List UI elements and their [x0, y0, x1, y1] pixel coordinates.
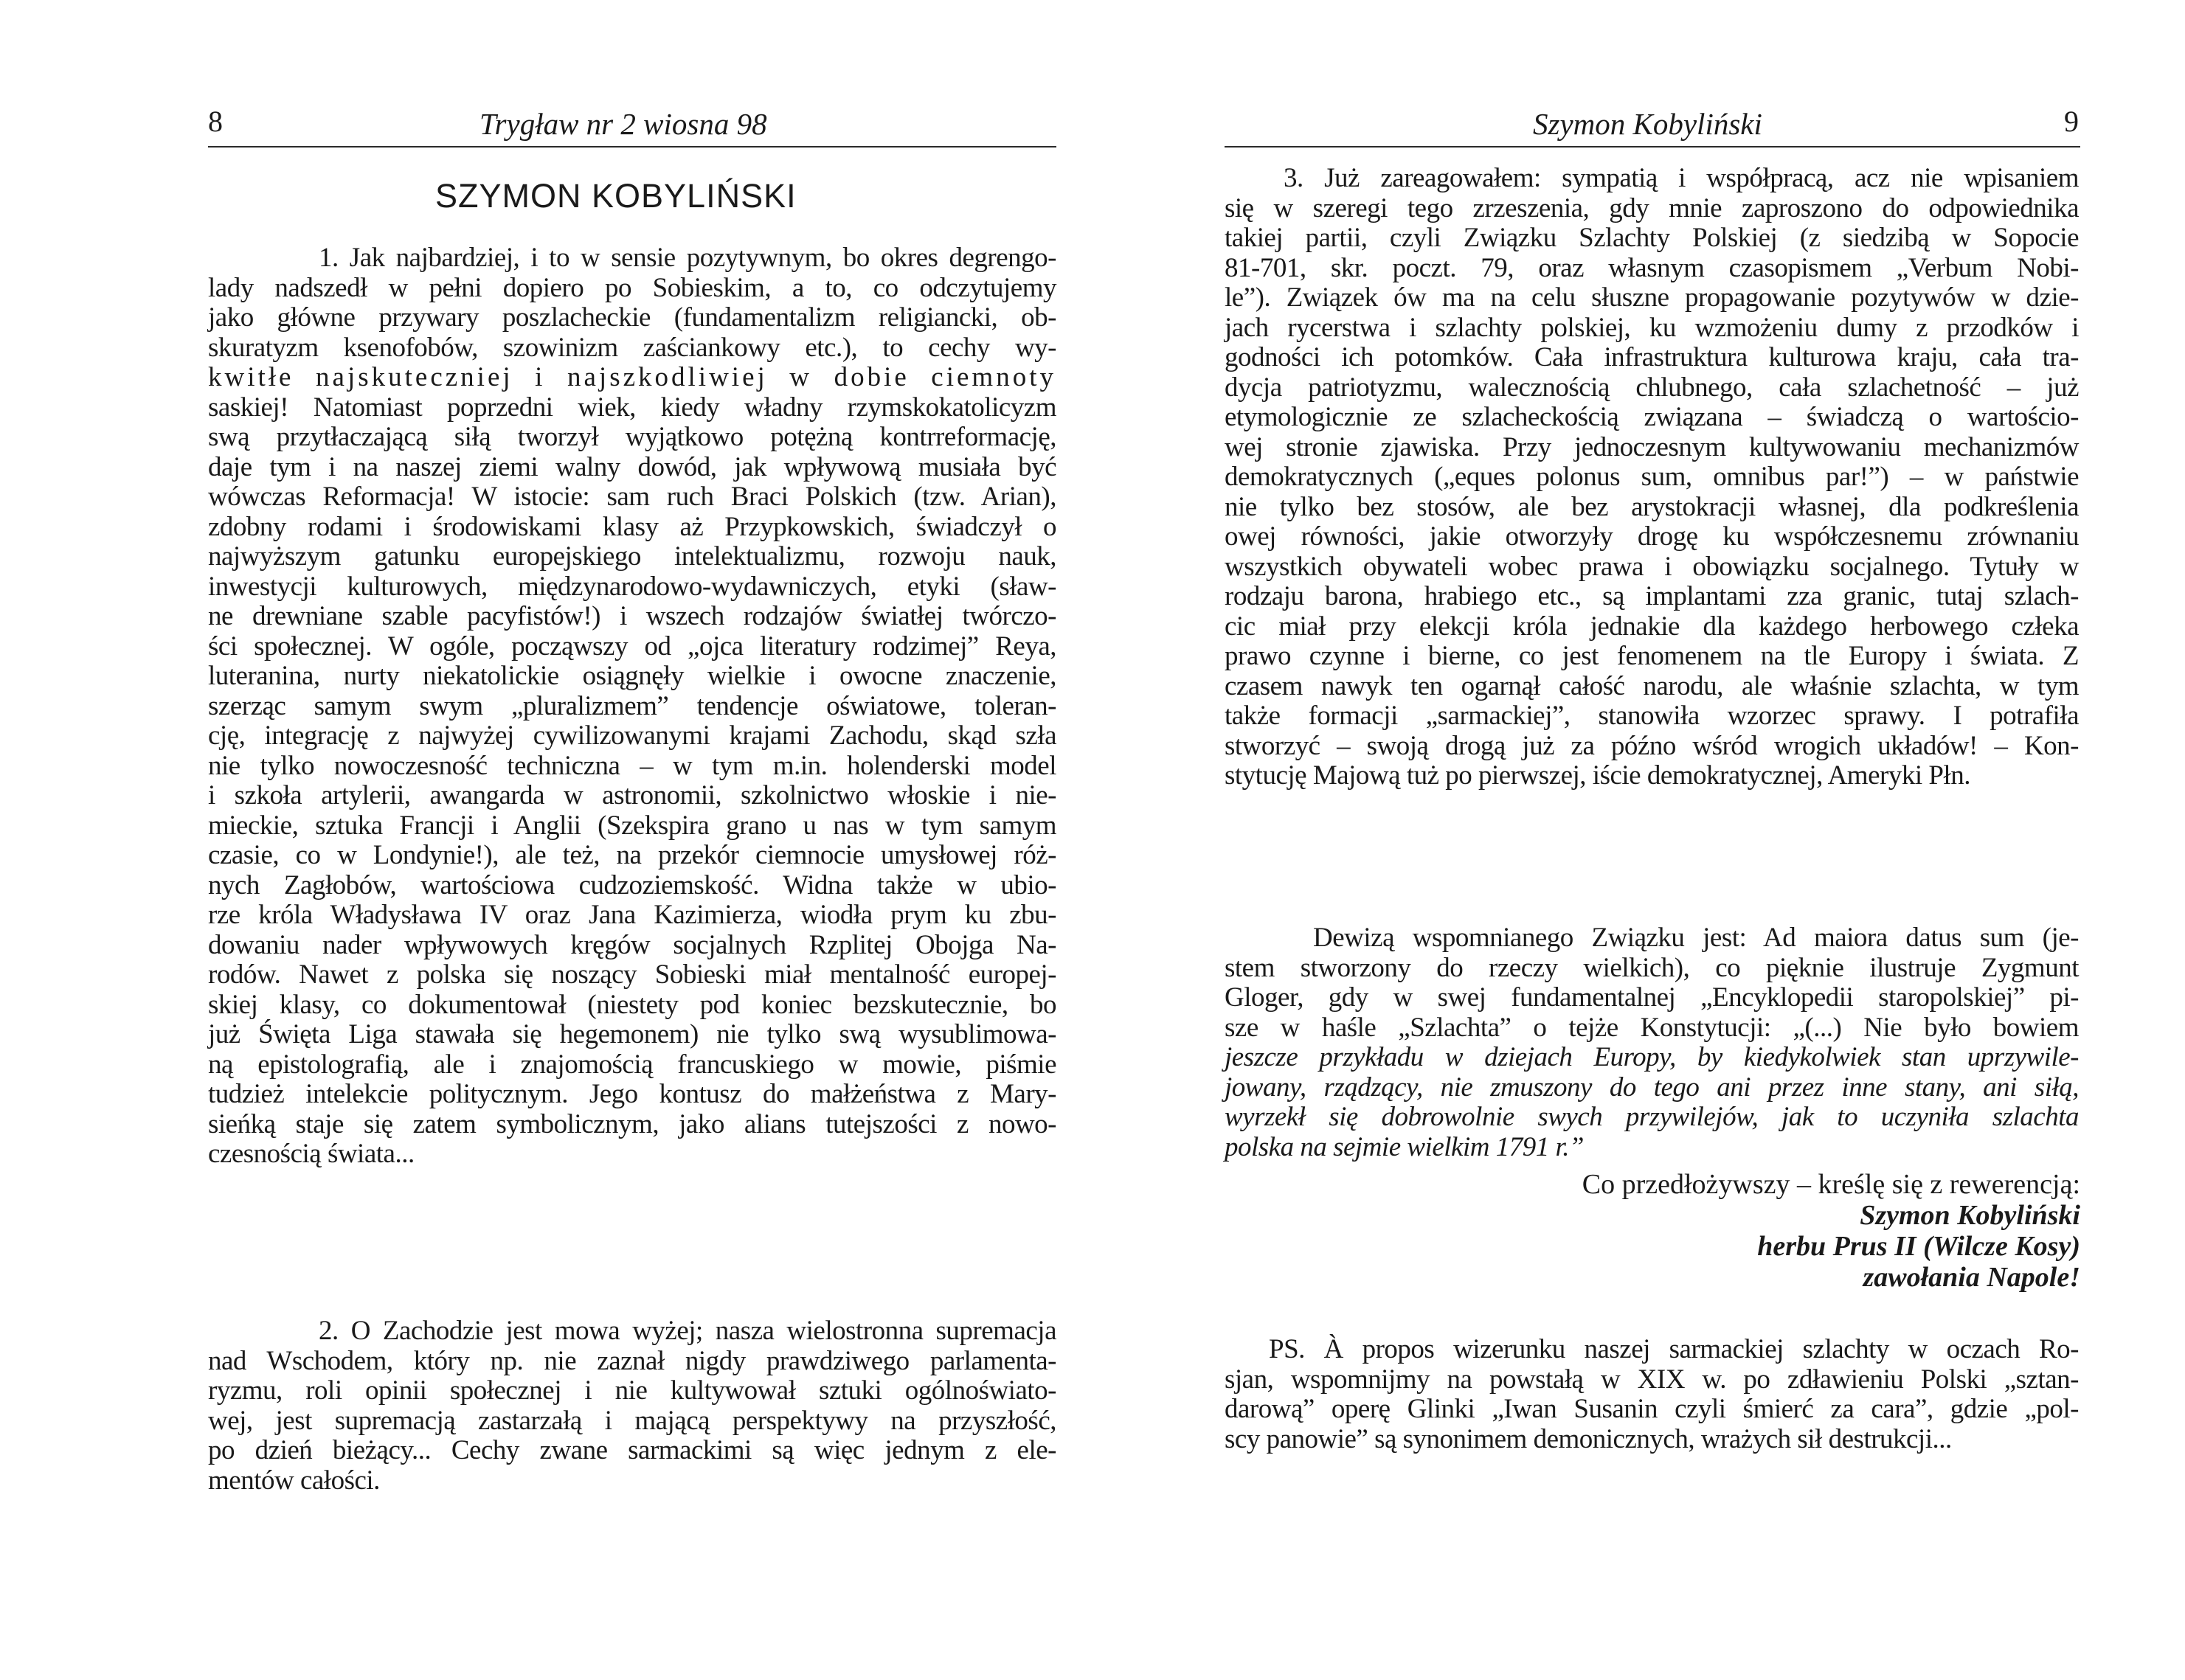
- text-line: cję, integrację z najwyżej cywilizowanymi krajami Zachodu, skąd szła: [208, 721, 1056, 751]
- text-line: scy panowie” są synonimem demonicznych, wrażych sił destrukcji...: [1225, 1423, 1952, 1454]
- text-line: etymologicznie ze szlacheckością związana – świadczą o wartościo-: [1225, 402, 2079, 432]
- text-line: demokratycznych („eques polonus sum, omnibus par!”) – w państwie: [1225, 462, 2079, 492]
- text-line: sjan, wspomnijmy na powstałą w XIX w. po zdławieniu Polski „sztan-: [1225, 1364, 2079, 1395]
- text-line: dowaniu nader wpływowych kręgów socjalnych Rzplitej Obojga Na-: [208, 929, 1056, 960]
- text-line: PS. À propos wizerunku naszej sarmackiej szlachty w oczach Ro-: [1269, 1334, 2079, 1364]
- text-line: także formacji „sarmackiej”, stanowiła wzorzec sprawy. I potrafiła: [1225, 701, 2079, 731]
- section-2: [208, 1316, 1056, 1496]
- text-line: ne drewniane szable pacyfistów!) i wszech rodzajów światłej twórczo-: [208, 601, 1056, 631]
- text-line: 3. Już zareagowałem: sympatią i współpracą, acz nie wpisaniem: [1284, 163, 2079, 193]
- page-number: 9: [2064, 105, 2079, 138]
- text-line: lady nadszedł w pełni dopiero po Sobieskim, a to, co odczytujemy: [208, 272, 1056, 303]
- text-line: zdobny rodami i środowiskami klasy aż Przypkowskich, świadczył o: [208, 511, 1056, 542]
- text-line: 81-701, skr. poczt. 79, oraz własnym czasopismem „Verbum Nobi-: [1225, 252, 2079, 283]
- text-line: szerząc samym swym „pluralizmem” tendencje oświatowe, toleran-: [208, 690, 1056, 721]
- text-line: dycja patriotyzmu, walecznością chlubnego, cała szlachetność – już: [1225, 372, 2079, 403]
- text-line: skuratyzm ksenofobów, szowinizm zaściankowy etc.), to cechy wy-: [208, 332, 1056, 363]
- right-page: [1092, 0, 2185, 1680]
- left-page: [0, 0, 1092, 1680]
- text-line: godności ich potomków. Cała infrastruktura kulturowa kraju, cała tra-: [1225, 342, 2079, 372]
- text-line: wówczas Reformacja! W istocie: sam ruch Braci Polskich (tzw. Arian),: [208, 482, 1056, 512]
- text-line: daje tym i na naszej ziemi walny dowód, jak wpływową musiała być: [208, 451, 1056, 482]
- quote-line: polska na sejmie wielkim 1791 r.”: [1225, 1131, 1585, 1162]
- text-line: sieńką staje się zatem symbolicznym, jako alians tutejszości z nowo-: [208, 1108, 1056, 1139]
- author-name: Szymon Kobyliński: [1860, 1200, 2080, 1231]
- text-line: nie tylko nowoczesność techniczna – w tym m.in. holenderski model: [208, 750, 1056, 781]
- text-line: czasem nawyk ten ogarnął całość narodu, ale właśnie szlachta, w tym: [1225, 670, 2079, 701]
- text-line: czesnością świata...: [208, 1139, 415, 1169]
- battle-cry: zawołania Napole!: [1863, 1262, 2080, 1293]
- quote-line: jowany, rządzący, nie zmuszony do tego ani przez inne stany, ani siłą,: [1225, 1072, 2079, 1103]
- text-line: 2. O Zachodzie jest mowa wyżej; nasza wielostronna supremacja: [319, 1316, 1056, 1346]
- postscript: [1225, 1335, 2079, 1454]
- text-line: prawo czynne i bierne, co jest fenomenem na tle Europy i świata. Z: [1225, 641, 2079, 671]
- quote-line: jeszcze przykładu w dziejach Europy, by kiedykolwiek stan uprzywile-: [1225, 1042, 2079, 1072]
- header-rule: [208, 146, 1056, 147]
- text-line: nie tylko bez stosów, ale bez arystokracji własnej, dla podkreślenia: [1225, 491, 2079, 522]
- motto-paragraph: [1225, 923, 2079, 1162]
- text-line: najwyższym gatunku europejskiego intelektualizmu, rozwoju nauk,: [208, 541, 1056, 572]
- text-line: wej stronie zjawiska. Przy jednoczesnym kultywowaniu mechanizmów: [1225, 431, 2079, 462]
- coat-of-arms: herbu Prus II (Wilcze Kosy): [1757, 1231, 2080, 1262]
- text-line: cic miał przy elekcji króla jednakie dla każdego herbowego człeka: [1225, 611, 2079, 642]
- text-line: rze króla Władysława IV oraz Jana Kazimierza, wiodła prym ku zbu-: [208, 900, 1056, 930]
- text-line: kwitłe najskuteczniej i najszkodliwiej w dobie ciemnoty: [208, 362, 1056, 392]
- text-line: czasie, co w Londynie!), ale też, na przekór ciemnocie umysłowej róż-: [208, 840, 1056, 870]
- text-line: rodzaju barona, hrabiego etc., są implantami zza granic, tutaj szlach-: [1225, 581, 2079, 611]
- signature-block: [1582, 1169, 2080, 1293]
- text-line: owej równości, jakie otworzyły drogę ku współczesnemu zrównaniu: [1225, 521, 2079, 552]
- header-rule: [1225, 146, 2080, 147]
- text-line: i szkoła artylerii, awangarda w astronomii, szkolnictwo włoskie i nie-: [208, 780, 1056, 811]
- article-title: SZYMON KOBYLIŃSKI: [435, 177, 797, 215]
- text-line: sze w haśle „Szlachta” o tejże Konstytucji: „(...) Nie było bowiem: [1225, 1012, 2079, 1043]
- text-line: skiej klasy, co dokumentował (niestety pod koniec bezskutecznie, bo: [208, 989, 1056, 1020]
- text-line: inwestycji kulturowych, międzynarodowo-wydawniczych, etyki (sław-: [208, 571, 1056, 602]
- text-line: ryzmu, roli opinii społecznej i nie kultywował sztuki ogólnoświato-: [208, 1375, 1056, 1406]
- text-line: po dzień bieżący... Cechy zwane sarmackimi są więc jednym z ele-: [208, 1435, 1056, 1465]
- text-line: jako główne przywary poszlacheckie (fundamentalizm religiancki, ob-: [208, 302, 1056, 333]
- text-line: Gloger, gdy w swej fundamentalnej „Encyklopedii staropolskiej” pi-: [1225, 982, 2079, 1013]
- text-line: 1. Jak najbardziej, i to w sensie pozytywnym, bo okres degrengo-: [319, 243, 1056, 273]
- text-line: tudzież intelekcie politycznym. Jego kontusz do małżeństwa z Mary-: [208, 1079, 1056, 1109]
- section-1: [208, 243, 1056, 1170]
- text-line: luteranina, nurty niekatolickie osiągnęły wielkie i owocne znaczenie,: [208, 661, 1056, 691]
- text-line: stworzyć – swoją drogą już za późno wśród wrogich układów! – Kon-: [1225, 730, 2079, 761]
- text-line: już Święta Liga stawała się hegemonem) nie tylko swą wysublimowa-: [208, 1019, 1056, 1049]
- text-line: Dewizą wspomnianego Związku jest: Ad maiora datus sum (je-: [1313, 923, 2079, 953]
- text-line: ną epistolografią, ale i znajomością francuskiego w mowie, piśmie: [208, 1049, 1056, 1080]
- text-line: mieckie, sztuka Francji i Anglii (Szekspira grano u nas w tym samym: [208, 810, 1056, 841]
- section-3: [1225, 164, 2079, 791]
- text-line: stem stworzony do rzeczy wielkich), co pięknie ilustruje Zygmunt: [1225, 952, 2079, 983]
- text-line: się w szeregi tego zrzeszenia, gdy mnie zaproszono do odpowiednika: [1225, 192, 2079, 223]
- text-line: wej, jest supremacją zastarzałą i mającą perspektywy na przyszłość,: [208, 1405, 1056, 1436]
- text-line: wszystkich obywateli wobec prawa i obowiązku socjalnego. Tytuły w: [1225, 551, 2079, 582]
- text-line: le”). Związek ów ma na celu słuszne propagowanie pozytywów w dzie-: [1225, 282, 2079, 313]
- text-line: swą przytłaczającą siłą tworzył wyjątkowo potężną kontrreformację,: [208, 422, 1056, 452]
- running-head: Trygław nr 2 wiosna 98: [479, 107, 767, 141]
- text-line: jach rycerstwa i szlachty polskiej, ku wzmożeniu dumy z przodków i: [1225, 312, 2079, 343]
- text-line: saskiej! Natomiast poprzedni wiek, kiedy władny rzymskokatolicyzm: [208, 392, 1056, 423]
- page-number: 8: [208, 105, 223, 138]
- text-line: mentów całości.: [208, 1465, 380, 1496]
- text-line: takiej partii, czyli Związku Szlachty Polskiej (z siedzibą w Sopocie: [1225, 223, 2079, 253]
- text-line: darową” operę Glinki „Iwan Susanin czyli śmierć za cara”, gdzie „pol-: [1225, 1394, 2079, 1424]
- closing-line: Co przedłożywszy – kreślę się z rewerencją:: [1582, 1169, 2080, 1200]
- text-line: ści społecznej. W ogóle, począwszy od „ojca literatury rodzimej” Reya,: [208, 631, 1056, 662]
- text-line: nad Wschodem, który np. nie zaznał nigdy prawdziwego parlamenta-: [208, 1345, 1056, 1376]
- text-line: nych Zagłobów, wartościowa cudzoziemskość. Widna także w ubio-: [208, 869, 1056, 900]
- running-head: Szymon Kobyliński: [1533, 107, 1762, 141]
- text-line: rodów. Nawet z polska się noszący Sobieski miał mentalność europej-: [208, 959, 1056, 990]
- text-line: stytucję Majową tuż po pierwszej, iście demokratycznej, Ameryki Płn.: [1225, 760, 1970, 791]
- quote-line: wyrzekł się dobrowolnie swych przywilejów, jak to uczyniła szlachta: [1225, 1102, 2079, 1132]
